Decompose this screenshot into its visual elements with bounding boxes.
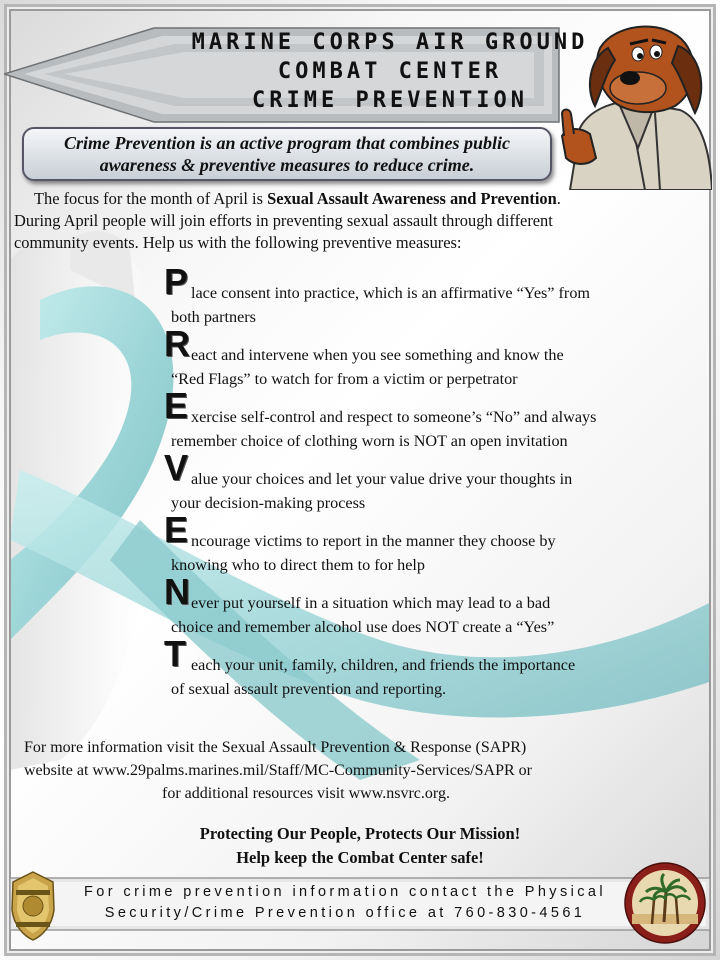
focus-topic: Sexual Assault Awareness and Prevention: [267, 189, 557, 208]
list-item: [164, 571, 710, 644]
intro-period: .: [556, 189, 561, 208]
item-text-line2: remember choice of clothing worn is NOT an open invitation: [171, 432, 568, 450]
info-line: For more information visit the Sexual Assault Prevention & Response (SAPR): [24, 739, 527, 756]
mcgruff-dog-icon: [560, 18, 712, 190]
list-item: [164, 509, 710, 582]
item-text-line2: choice and remember alcohol use does NOT create a “Yes”: [171, 618, 555, 636]
list-item: [164, 261, 710, 334]
acrostic-letter: N: [164, 571, 190, 612]
item-text-line1: xercise self-control and respect to someone’s “No” and always: [191, 408, 597, 426]
title-line: COMBAT CENTER: [277, 59, 503, 84]
list-item: [164, 323, 710, 396]
item-text-line1: ever put yourself in a situation which may lead to a bad: [191, 594, 551, 612]
prevent-acrostic-list: [164, 261, 710, 706]
item-text-line2: your decision-making process: [171, 494, 366, 512]
intro-line: community events. Help us with the following preventive measures:: [14, 233, 462, 252]
contact-line: For crime prevention information contact the Physical: [84, 884, 606, 900]
acrostic-letter: E: [164, 509, 189, 550]
acrostic-letter: T: [164, 633, 186, 674]
item-text-line2: both partners: [171, 308, 256, 326]
title-line: CRIME PREVENTION: [252, 88, 528, 113]
list-item: [164, 447, 710, 520]
contact-text: [60, 882, 630, 924]
list-item: [164, 385, 710, 458]
police-badge-icon: [8, 870, 58, 942]
acrostic-letter: V: [164, 447, 189, 488]
acrostic-letter: E: [164, 385, 189, 426]
item-text-line1: lace consent into practice, which is an affirmative “Yes” from: [191, 284, 591, 302]
intro-lead: The focus for the month of April is: [34, 189, 268, 208]
item-text-line2: “Red Flags” to watch for from a victim or perpetrator: [171, 370, 518, 388]
title-line: MARINE CORPS AIR GROUND: [191, 30, 589, 55]
tagline-text: Crime Prevention is an active program that combines public awareness & preventive measures to reduce crime.: [63, 133, 510, 175]
page-title: [160, 28, 620, 115]
intro-line: During April people will join efforts in preventing sexual assault through different: [14, 211, 553, 230]
more-info-paragraph: [24, 736, 704, 805]
item-text-line1: each your unit, family, children, and friends the importance: [191, 656, 576, 674]
acrostic-letter: P: [164, 261, 189, 302]
motto-line: Protecting Our People, Protects Our Mission!: [199, 824, 521, 843]
motto-line: Help keep the Combat Center safe!: [236, 848, 484, 867]
item-text-line2: knowing who to direct them to for help: [171, 556, 426, 574]
info-line: website at www.29palms.marines.mil/Staff/MC-Community-Services/SAPR or: [24, 762, 532, 779]
intro-line: [14, 188, 706, 210]
intro-paragraph: [14, 188, 706, 254]
tagline-box: [22, 127, 552, 181]
info-line: for additional resources visit www.nsvrc.org.: [162, 785, 450, 802]
item-text-line1: alue your choices and let your value drive your thoughts in: [191, 470, 573, 488]
item-text-line2: of sexual assault prevention and reporting.: [171, 680, 447, 698]
acrostic-letter: R: [164, 323, 190, 364]
list-item: [164, 633, 710, 706]
item-text-line1: ncourage victims to report in the manner they choose by: [191, 532, 556, 550]
contact-line: Security/Crime Prevention office at 760-830-4561: [104, 905, 586, 921]
motto: [0, 822, 720, 870]
item-text-line1: eact and intervene when you see something and know the: [191, 346, 564, 364]
palm-tree-seal-icon: [624, 862, 706, 944]
